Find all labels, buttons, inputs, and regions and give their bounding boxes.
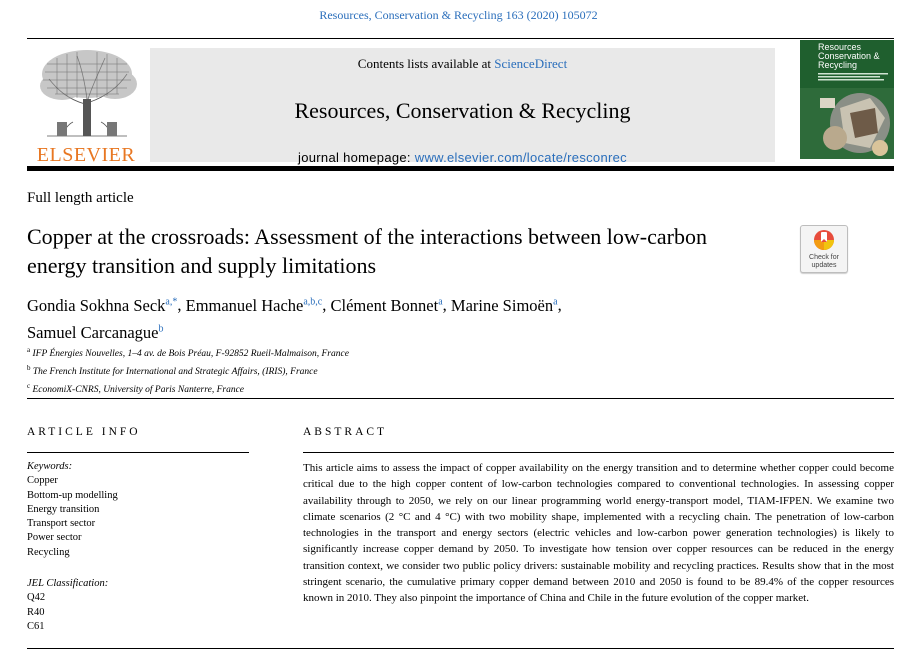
section-divider bbox=[27, 398, 894, 399]
header-top-rule bbox=[27, 38, 894, 39]
affiliation-item: $^a$ IFP Énergies Nouvelles, 1–4 av. de Bois Préau, F-92852 Rueil-Malmaison, France bbox=[27, 346, 349, 360]
author[interactable]: Gondia Sokhna Seck$^{a,*}$ bbox=[27, 295, 178, 315]
affiliation-item: $^c$ EconomiX-CNRS, University of Paris Nanterre, France bbox=[27, 382, 245, 396]
affiliation-item: $^b$ The French Institute for International and Strategic Affairs, (IRIS), France bbox=[27, 364, 318, 378]
elsevier-tree-icon bbox=[27, 44, 145, 142]
journal-cover-thumbnail[interactable] bbox=[800, 40, 894, 159]
cover-title: Resources Conservation & Recycling bbox=[818, 42, 880, 70]
keyword-item: Transport sector bbox=[27, 518, 96, 530]
author[interactable]: Samuel Carcanague$^b$ bbox=[27, 323, 164, 342]
header-thick-rule bbox=[27, 166, 894, 171]
journal-banner bbox=[150, 48, 775, 165]
journal-title: Resources, Conservation & Recycling bbox=[294, 98, 631, 123]
check-updates-icon bbox=[801, 226, 847, 254]
check-for-updates-button[interactable] bbox=[800, 225, 848, 273]
cover-image-icon bbox=[800, 88, 894, 159]
jel-code: C61 bbox=[27, 620, 45, 632]
article-info-rule bbox=[27, 452, 249, 453]
jel-label: JEL Classification: bbox=[27, 578, 109, 589]
journal-masthead bbox=[27, 40, 894, 166]
elsevier-wordmark: ELSEVIER bbox=[36, 144, 136, 166]
journal-homepage-line bbox=[150, 150, 775, 165]
keyword-item: Power sector bbox=[27, 532, 82, 544]
article-type: Full length article bbox=[27, 190, 134, 206]
keyword-item: Bottom-up modelling bbox=[27, 489, 118, 501]
contents-prefix: Contents lists available at bbox=[357, 56, 495, 71]
journal-citation[interactable]: Resources, Conservation & Recycling 163 (2020) 105072 bbox=[319, 8, 598, 22]
sciencedirect-link[interactable]: ScienceDirect bbox=[494, 56, 568, 71]
keywords-label: Keywords: bbox=[27, 461, 73, 472]
author[interactable]: Clément Bonnet$^a$ bbox=[330, 295, 443, 315]
author[interactable]: Marine Simoën$^a$ bbox=[450, 295, 558, 315]
abstract-rule bbox=[303, 452, 894, 453]
jel-code: R40 bbox=[27, 606, 45, 618]
keyword-item: Recycling bbox=[27, 546, 70, 558]
contents-line bbox=[150, 56, 775, 72]
abstract-heading: ABSTRACT bbox=[303, 426, 388, 438]
keywords-block bbox=[27, 460, 249, 560]
author-list: Gondia Sokhna Seck$^{a,*}$, Emmanuel Hache$^{a,b,c}$, Clément Bonnet$^a$, Marine Simoën$^a$, Samuel Carcanague$^b$ bbox=[27, 295, 562, 342]
homepage-link[interactable]: www.elsevier.com/locate/resconrec bbox=[414, 150, 627, 165]
cover-subtitle-lines bbox=[818, 73, 888, 81]
check-updates-label: Check for updates bbox=[809, 254, 839, 269]
keyword-item: Energy transition bbox=[27, 503, 100, 515]
bottom-rule bbox=[27, 648, 894, 649]
keyword-item: Copper bbox=[27, 475, 58, 487]
elsevier-logo[interactable] bbox=[27, 44, 145, 166]
author[interactable]: Emmanuel Hache$^{a,b,c}$ bbox=[185, 295, 323, 315]
abstract-text: This article aims to assess the impact of copper availability on the energy transition and to determine whether copper could become critical due to the high copper content of low-carbon technologies compared to conventional technologies. In assessing copper availability through to 2050, we rely on our linear programming world energy-transport model, TIAM-IFPEN. We examine two climate scenarios (2 °C and 4 °C) with two mobility shape, implemented with a recycling chain. The penetration of low-carbon technologies in the transport and energy sectors (electric vehicles and low-carbon power generation technologies) is likely to significantly increase copper demand by 2050. To investigate how tension over copper resources can be reduced in the energy transition context, we consider two public policy drivers: sustainable mobility and recycling practices. Results show that in the most stringent scenario, the cumulative primary copper demand between 2010 and 2050 is found to be 89.4% of the copper resources known in 2010. They also pinpoint the importance of China and Chile in the future evolution of the copper market. bbox=[303, 462, 894, 605]
jel-block bbox=[27, 577, 249, 634]
affiliation-list bbox=[27, 343, 727, 397]
article-info-heading: ARTICLE INFO bbox=[27, 426, 141, 438]
homepage-prefix: journal homepage: bbox=[298, 150, 415, 165]
article-title: Copper at the crossroads: Assessment of the interactions between low-carbon energy transition and supply limitations bbox=[27, 224, 707, 278]
jel-code: Q42 bbox=[27, 592, 46, 604]
